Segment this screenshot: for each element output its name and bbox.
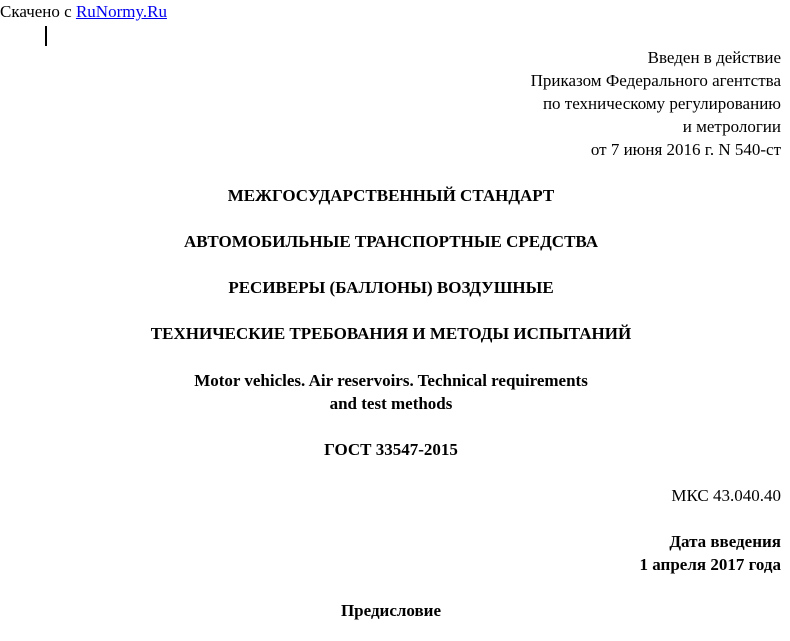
date-value: 1 апреля 2017 года [639, 555, 781, 574]
source-prefix: Скачено с [0, 2, 76, 21]
intro-line: Приказом Федерального агентства [530, 71, 781, 90]
requirements-title: ТЕХНИЧЕСКИЕ ТРЕБОВАНИЯ И МЕТОДЫ ИСПЫТАНИЙ [150, 324, 632, 343]
text-cursor [45, 26, 47, 46]
intro-line: и метрологии [682, 117, 781, 136]
vehicles-title: АВТОМОБИЛЬНЫЕ ТРАНСПОРТНЫЕ СРЕДСТВА [184, 232, 598, 251]
intro-block [531, 46, 781, 161]
english-title-line-2: and test methods [329, 394, 453, 413]
source-link[interactable]: RuNormy.Ru [75, 2, 167, 21]
mks-code: МКС 43.040.40 [671, 486, 781, 505]
intro-line: по техническому регулированию [542, 94, 781, 113]
gost-number: ГОСТ 33547-2015 [324, 440, 458, 459]
intro-line: Введен в действие [647, 48, 781, 67]
receivers-title: РЕСИВЕРЫ (БАЛЛОНЫ) ВОЗДУШНЫЕ [228, 278, 554, 297]
date-label: Дата введения [669, 532, 781, 551]
english-title-line-1: Motor vehicles. Air reservoirs. Technical requirements [194, 371, 588, 390]
intro-line: от 7 июня 2016 г. N 540-ст [590, 140, 781, 159]
standard-type-title: МЕЖГОСУДАРСТВЕННЫЙ СТАНДАРТ [227, 186, 555, 205]
preface-heading: Предисловие [340, 601, 442, 620]
source-line [0, 1, 167, 23]
